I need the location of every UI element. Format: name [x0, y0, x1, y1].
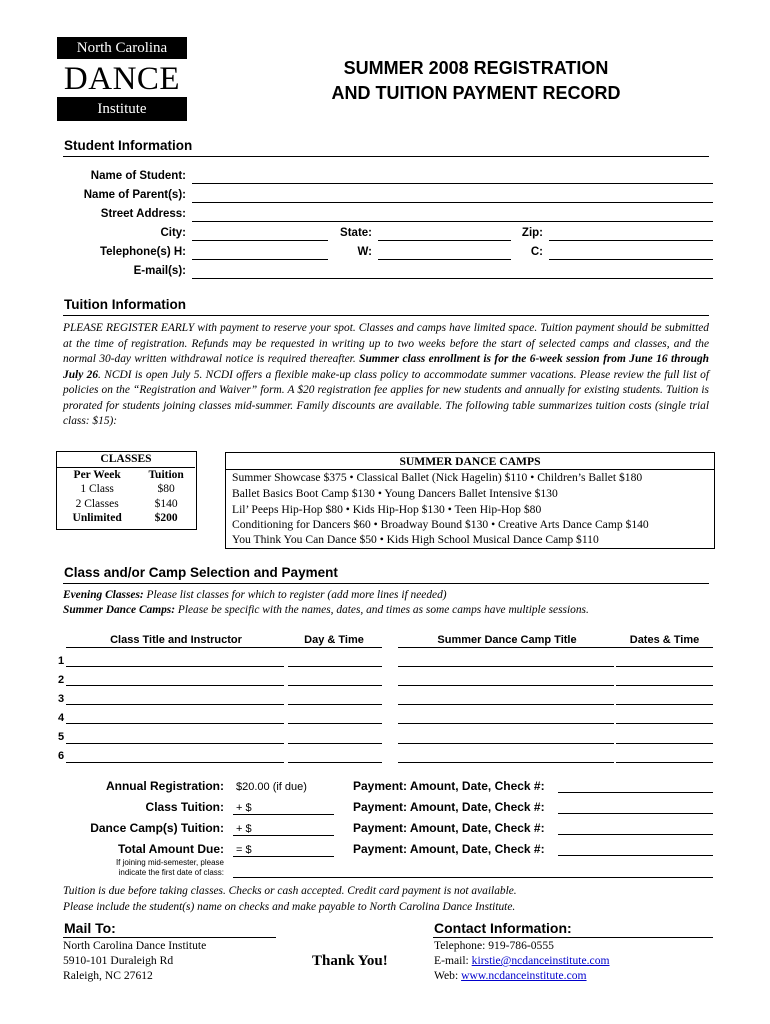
class-tuition-label: Class Tuition:: [145, 800, 224, 814]
midsemester-note-2: indicate the first date of class:: [118, 868, 224, 877]
page-title-line-2: AND TUITION PAYMENT RECORD: [331, 83, 621, 103]
street-label: Street Address:: [100, 208, 186, 220]
class-title-field[interactable]: [66, 723, 284, 724]
camps-row: Conditioning for Dancers $60 • Broadway Bound $130 • Creative Arts Dance Camp $140: [232, 518, 649, 531]
annual-registration-label: Annual Registration:: [105, 779, 224, 793]
day-time-field[interactable]: [288, 762, 382, 763]
selection-heading: Class and/or Camp Selection and Payment: [64, 565, 338, 580]
contact-web-label: Web:: [434, 969, 462, 982]
camp-tuition-field[interactable]: [233, 835, 334, 836]
first-class-date-field[interactable]: [233, 877, 713, 878]
dates-time-field[interactable]: [616, 685, 713, 686]
phone-cell-label: C:: [530, 246, 543, 258]
dates-time-field[interactable]: [616, 666, 713, 667]
student-info-rule: [63, 156, 709, 157]
day-time-field[interactable]: [288, 723, 382, 724]
student-name-field[interactable]: [192, 183, 713, 184]
dates-time-field[interactable]: [616, 743, 713, 744]
payment-field[interactable]: [558, 792, 713, 793]
dates-time-field[interactable]: [616, 704, 713, 705]
selection-rule: [63, 583, 709, 584]
row-number: 4: [58, 712, 65, 724]
parents-name-label: Name of Parent(s):: [83, 189, 186, 201]
camps-row: You Think You Can Dance $50 • Kids High School Musical Dance Camp $110: [232, 533, 599, 546]
class-title-field[interactable]: [66, 666, 284, 667]
day-time-field[interactable]: [288, 685, 382, 686]
state-field[interactable]: [378, 240, 511, 241]
payment-label: Payment: Amount, Date, Check #:: [353, 800, 545, 814]
class-title-field[interactable]: [66, 762, 284, 763]
evening-classes-note: [63, 588, 709, 604]
tuition-paragraph: [63, 321, 709, 430]
camps-row: Summer Showcase $375 • Classical Ballet (Nick Hagelin) $110 • Children’s Ballet $180: [232, 471, 643, 484]
header-rule-left: [66, 647, 382, 648]
camps-table-title: SUMMER DANCE CAMPS: [226, 453, 714, 470]
col-class-title: Class Title and Instructor: [110, 634, 242, 646]
contact-web-link[interactable]: www.ncdanceinstitute.com: [461, 969, 587, 982]
logo-line-3: Institute: [57, 97, 187, 121]
payment-label: Payment: Amount, Date, Check #:: [353, 779, 545, 793]
parents-name-field[interactable]: [192, 202, 713, 203]
camp-title-field[interactable]: [398, 666, 614, 667]
classes-col-per-week: Per Week: [57, 467, 137, 482]
camps-note: [63, 603, 709, 619]
street-field[interactable]: [192, 221, 713, 222]
col-camp-title: Summer Dance Camp Title: [437, 634, 577, 646]
class-title-field[interactable]: [66, 685, 284, 686]
mail-line-1: North Carolina Dance Institute: [63, 939, 207, 952]
city-label: City:: [160, 227, 186, 239]
annual-registration-value: $20.00 (if due): [236, 781, 307, 793]
camp-title-field[interactable]: [398, 685, 614, 686]
tuition-info-heading: Tuition Information: [64, 297, 186, 312]
tuition-paragraph-emphasis: Summer class enrollment is for the 6-week session from June 16 through July 26: [63, 353, 709, 381]
email-label: E-mail(s):: [133, 265, 186, 277]
contact-email-label: E-mail:: [434, 954, 472, 967]
contact-phone-line: [434, 938, 554, 953]
mail-line-2: 5910-101 Duraleigh Rd: [63, 954, 174, 967]
classes-row-per-week: 1 Class: [80, 483, 114, 496]
payment-label: Payment: Amount, Date, Check #:: [353, 821, 545, 835]
logo-line-2: DANCE: [63, 61, 181, 97]
camp-title-field[interactable]: [398, 762, 614, 763]
city-field[interactable]: [192, 240, 328, 241]
page-title-line-1: SUMMER 2008 REGISTRATION: [343, 58, 609, 78]
zip-field[interactable]: [549, 240, 713, 241]
phone-cell-field[interactable]: [549, 259, 713, 260]
camp-title-field[interactable]: [398, 704, 614, 705]
row-number: 2: [58, 674, 65, 686]
header-rule-right: [398, 647, 713, 648]
evening-classes-label: Evening Classes:: [63, 589, 144, 601]
row-number: 1: [58, 655, 65, 667]
class-tuition-value: + $: [236, 802, 252, 814]
classes-row-tuition: $140: [154, 497, 178, 510]
classes-col-tuition: Tuition: [137, 467, 195, 482]
classes-row-per-week: 2 Classes: [75, 497, 119, 510]
thank-you: Thank You!: [312, 953, 388, 969]
tuition-info-rule: [63, 315, 709, 316]
contact-heading: Contact Information:: [434, 920, 572, 936]
email-field[interactable]: [192, 278, 713, 279]
camps-row: Lil’ Peeps Hip-Hop $80 • Kids Hip-Hop $130 • Teen Hip-Hop $80: [232, 503, 542, 516]
row-number: 3: [58, 693, 65, 705]
col-day-time: Day & Time: [304, 634, 364, 646]
camps-row: Ballet Basics Boot Camp $130 • Young Dancers Ballet Intensive $130: [232, 487, 558, 500]
dates-time-field[interactable]: [616, 762, 713, 763]
logo-line-1: North Carolina: [57, 37, 187, 59]
phone-work-field[interactable]: [378, 259, 511, 260]
total-due-value: = $: [236, 844, 252, 856]
classes-row-tuition: $80: [157, 483, 175, 496]
col-dates-time: Dates & Time: [629, 634, 700, 646]
tuition-paragraph-part-1: PLEASE REGISTER EARLY with payment to reserve your spot. Classes and camps have limited space. Tuition payment should be submitted at the time of registration. Refunds may be requested in writing up to two weeks before the start of selected camps and classes, and the normal 30-day written withdrawal notice is required thereafter.: [63, 322, 709, 365]
payment-note-1: Tuition is due before taking classes. Checks or cash accepted. Credit card payment is not available.: [63, 885, 517, 897]
contact-email-link[interactable]: kirstie@ncdanceinstitute.com: [471, 954, 610, 967]
day-time-field[interactable]: [288, 666, 382, 667]
mail-to-heading: Mail To:: [64, 920, 116, 936]
midsemester-note-1: If joining mid-semester, please: [115, 858, 224, 867]
day-time-field[interactable]: [288, 743, 382, 744]
payment-note-2: Please include the student(s) name on checks and make payable to North Carolina Dance Institute.: [63, 901, 516, 913]
payment-field[interactable]: [558, 855, 713, 856]
mail-line-3: Raleigh, NC 27612: [63, 969, 153, 982]
phone-work-label: W:: [357, 246, 372, 258]
student-name-label: Name of Student:: [90, 170, 186, 182]
phone-home-field[interactable]: [192, 259, 328, 260]
classes-row-tuition: $200: [154, 512, 178, 525]
payment-field[interactable]: [558, 813, 713, 814]
payment-label: Payment: Amount, Date, Check #:: [353, 842, 545, 856]
classes-table-title: CLASSES: [100, 453, 152, 466]
class-title-field[interactable]: [66, 704, 284, 705]
class-tuition-field[interactable]: [233, 814, 334, 815]
state-label: State:: [340, 227, 372, 239]
camp-title-field[interactable]: [398, 743, 614, 744]
total-due-field[interactable]: [233, 856, 334, 857]
camps-label: Summer Dance Camps:: [63, 604, 176, 616]
camps-text: Please be specific with the names, dates, and times as some camps have multiple sessions.: [175, 604, 589, 616]
ncdi-logo: [57, 37, 187, 121]
tuition-paragraph-part-2: . NCDI is open July 5. NCDI offers a flexible make-up class policy to accommodate summer vacations. Please review the full list of policies on the “Registration and Waiver” form. A $20 registration fee applies for new students and annually for existing students. Tuition is prorated for students joining classes mid-summer. Family discounts are available. The following table summarizes tuition costs (single trial class: $15):: [63, 368, 709, 427]
row-number: 6: [58, 750, 65, 762]
row-number: 5: [58, 731, 65, 743]
classes-table: [57, 452, 195, 526]
contact-email-line: [434, 953, 610, 968]
contact-web-line: [434, 968, 587, 983]
dates-time-field[interactable]: [616, 723, 713, 724]
camp-tuition-value: + $: [236, 823, 252, 835]
camps-table: [225, 452, 715, 549]
evening-classes-text: Please list classes for which to register (add more lines if needed): [143, 589, 447, 601]
class-title-field[interactable]: [66, 743, 284, 744]
camp-title-field[interactable]: [398, 723, 614, 724]
contact-phone-label: Telephone:: [434, 939, 489, 952]
camp-tuition-label: Dance Camp(s) Tuition:: [90, 821, 224, 835]
phone-home-label: Telephone(s) H:: [99, 246, 186, 258]
total-due-label: Total Amount Due:: [118, 842, 224, 856]
zip-label: Zip:: [521, 227, 543, 239]
contact-phone: 919-786-0555: [488, 939, 554, 952]
payment-field[interactable]: [558, 834, 713, 835]
day-time-field[interactable]: [288, 704, 382, 705]
classes-row-per-week: Unlimited: [72, 512, 122, 525]
student-info-heading: Student Information: [64, 138, 193, 153]
